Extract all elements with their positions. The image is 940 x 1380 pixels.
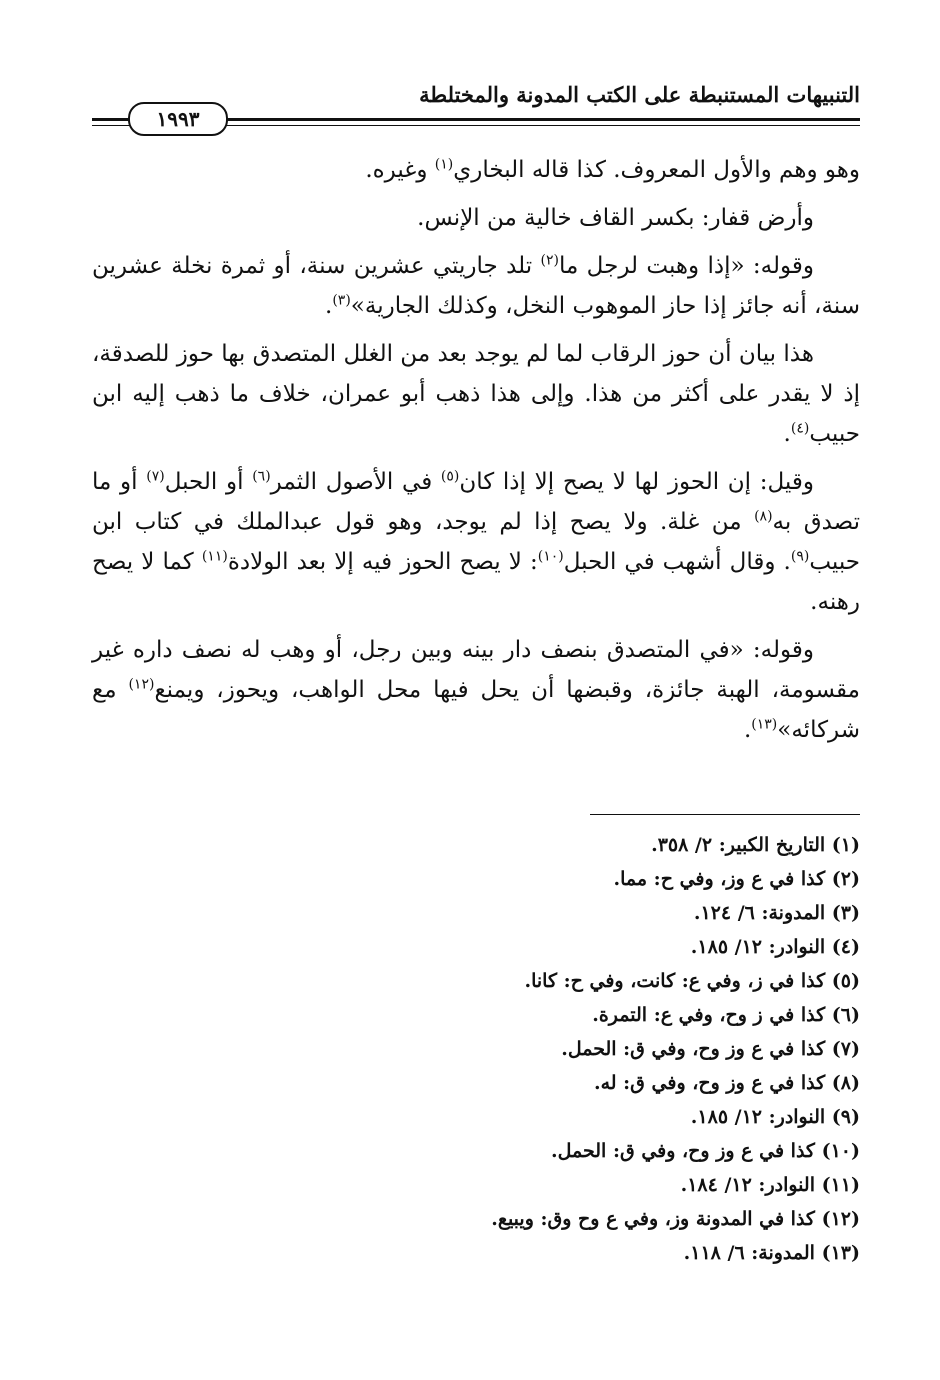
footnote: (٨) كذا في ع وز وح، وفي ق: له. [593, 1072, 860, 1094]
footnote: (٥) كذا في ز، وفي ع: كانت، وفي ح: كانا. [524, 970, 860, 992]
main-text [92, 150, 860, 758]
text-run: وهو وهم والأول المعروف. كذا قاله البخاري [453, 157, 860, 183]
paragraph [92, 630, 860, 750]
paragraph [92, 462, 860, 622]
footnotes [92, 828, 860, 1270]
paragraph [92, 246, 860, 326]
footnote-ref: (١٠) [537, 548, 564, 565]
text-run: . [325, 293, 333, 319]
footnote-ref: (٤) [790, 420, 810, 437]
footnote-ref: (١٣) [751, 716, 778, 733]
footnote: (٢) كذا في ع وز، وفي ح: مما. [613, 868, 860, 890]
footnote: (١٣) المدونة: ٦/ ١١٨. [683, 1242, 860, 1264]
footnote: (٦) كذا في ز وح، وفي ع: التمرة. [592, 1004, 860, 1026]
footnote-ref: (١١) [201, 548, 228, 565]
footnote: (٧) كذا في ع وز وح، وفي ق: الحمل. [561, 1038, 860, 1060]
footnote: (٣) المدونة: ٦/ ١٢٤. [693, 902, 860, 924]
text-run: . [743, 717, 752, 743]
text-run: . [783, 421, 791, 447]
text-run: تلد جاريتي عشرين سنة، أو ثمرة نخلة عشرين سنة، أنه جائز إذا حاز الموهوب النخل، وكذلك الجارية» [92, 253, 860, 319]
footnote: (١١) النوادر: ١٢/ ١٨٤. [680, 1174, 860, 1196]
running-title: التنبيهات المستنبطة على الكتب المدونة والمختلطة [419, 82, 860, 107]
text-run: أو ما تصدق به [92, 469, 860, 535]
text-run: وغيره. [365, 157, 435, 183]
footnote-ref: (٥) [440, 468, 460, 485]
text-run: أو الحبل [164, 469, 253, 495]
paragraph [92, 150, 860, 190]
text-run: . وقال أشهب في الحبل [563, 549, 791, 575]
footnote-ref: (٩) [790, 548, 810, 565]
footnote-separator [590, 814, 860, 815]
text-run: كما لا يصح رهنه. [92, 549, 860, 615]
paragraph [92, 198, 860, 238]
text-run: : لا يصح الحوز فيه إلا بعد الولادة [227, 549, 538, 575]
footnote-ref: (٣) [332, 292, 351, 309]
footnote: (٤) النوادر: ١٢/ ١٨٥. [690, 936, 860, 958]
footnote: (١٠) كذا في ع وز وح، وفي ق: الحمل. [551, 1140, 860, 1162]
footnote-ref: (٢) [540, 252, 559, 269]
text-run: وقيل: إن الحوز لها لا يصح إلا إذا كان [459, 469, 814, 495]
text-run: وقوله: «في المتصدق بنصف دار بينه وبين رجل، أو وهب له نصف داره غير مقسومة، الهبة جائزة، وقبضها أن يحل فيها محل الواهب، ويحوز، ويمنع [92, 637, 860, 703]
paragraph [92, 334, 860, 454]
footnote-ref: (١٢) [128, 676, 155, 693]
page-number: ١٩٩٣ [128, 102, 228, 136]
footnote: (١٢) كذا في المدونة وز، وفي ع وح وق: ويبيع. [491, 1208, 860, 1230]
footnote-ref: (٧) [146, 468, 165, 485]
text-run: مع شركائه» [92, 677, 860, 743]
text-run: في الأصول الثمر [270, 469, 441, 495]
footnote-ref: (١) [434, 156, 454, 173]
text-run: من غلة. ولا يصح إذا لم يوجد، وهو قول عبدالملك في كتاب ابن حبيب [92, 509, 860, 575]
footnote: (١) التاريخ الكبير: ٢/ ٣٥٨. [651, 834, 860, 856]
text-run: وقوله: «إذا وهبت لرجل ما [559, 253, 814, 279]
text-run: هذا بيان أن حوز الرقاب لما لم يوجد بعد من الغلل المتصدق بها حوز للصدقة، إذ لا يقدر على أكثر من هذا. وإلى هذا ذهب أبو عمران، خلاف ما ذهب إليه ابن حبيب [92, 341, 860, 447]
text-run: وأرض قفار: بكسر القاف خالية من الإنس. [417, 205, 814, 231]
footnote: (٩) النوادر: ١٢/ ١٨٥. [690, 1106, 860, 1128]
footnote-ref: (٦) [252, 468, 271, 485]
footnote-ref: (٨) [754, 508, 773, 525]
